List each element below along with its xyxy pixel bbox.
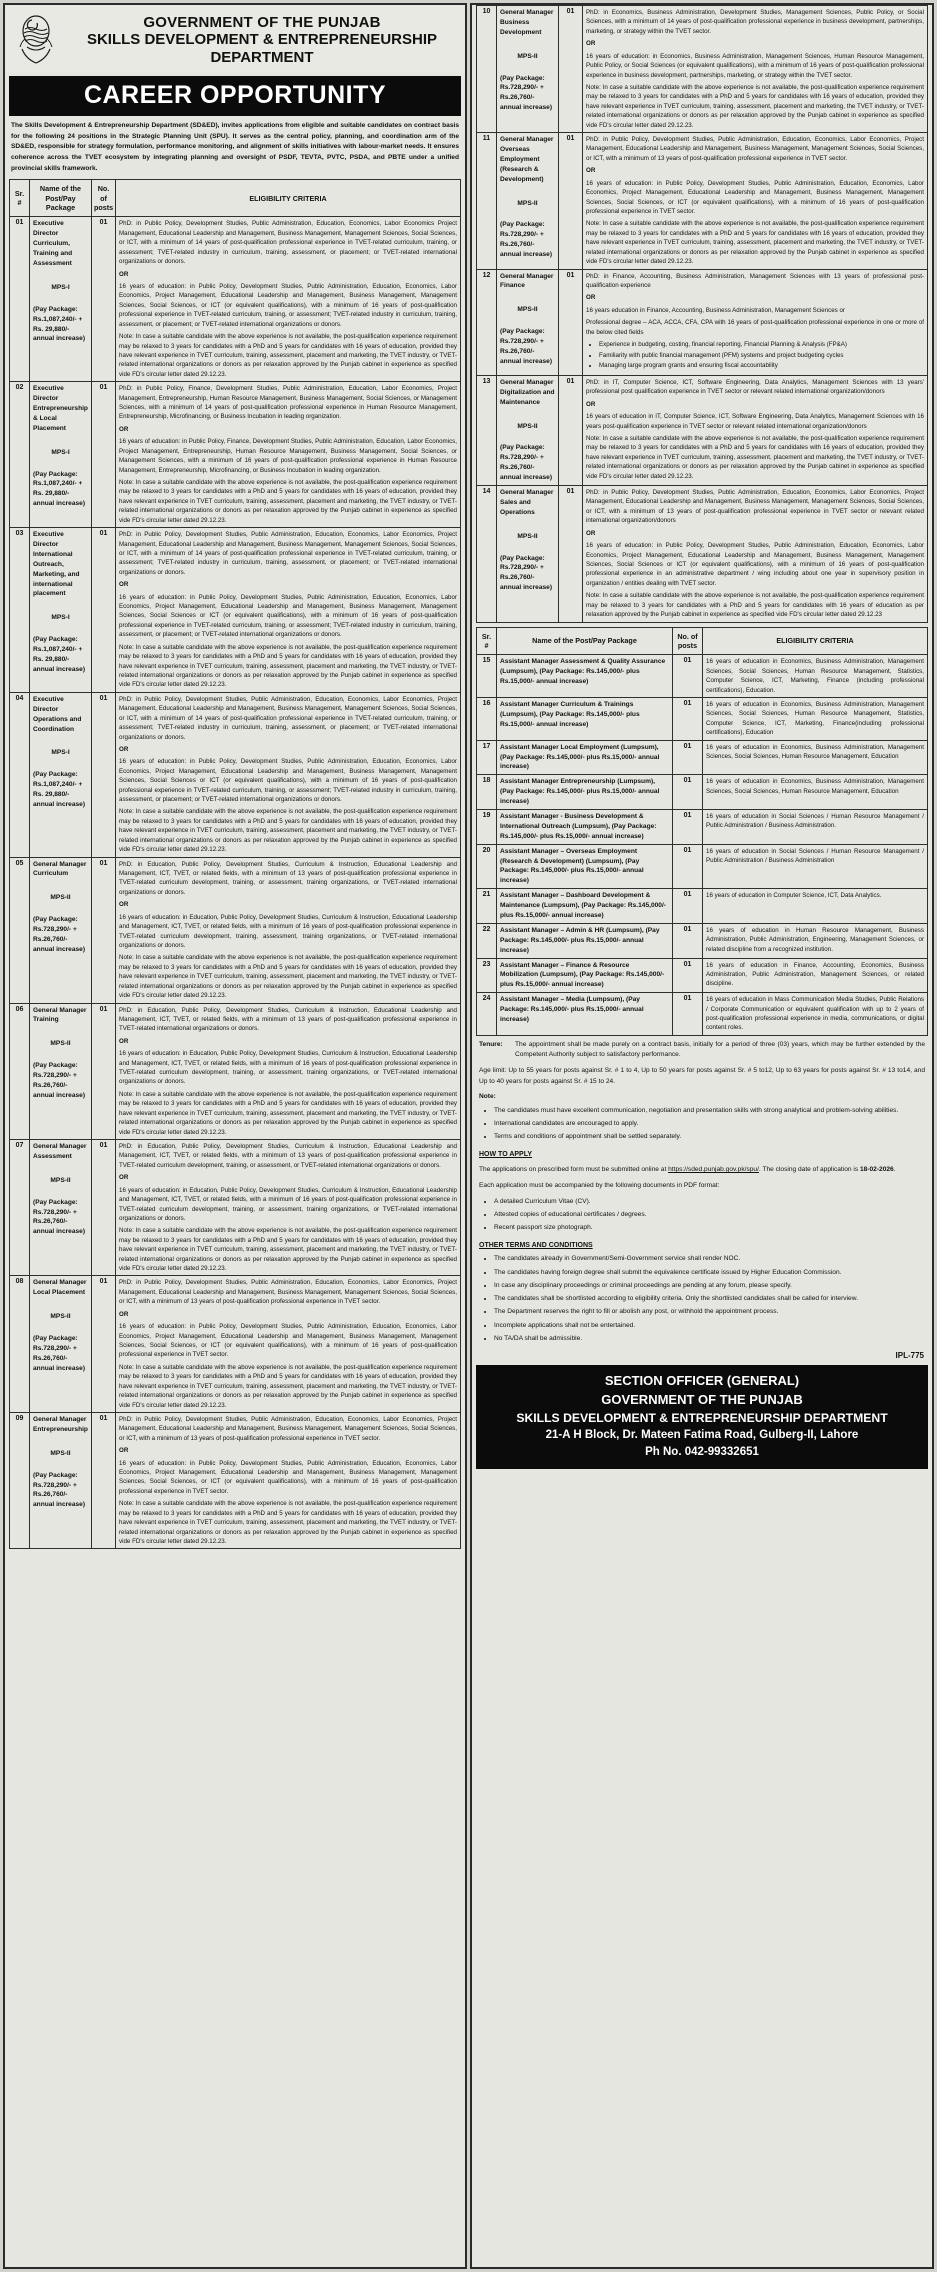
- pay-package: (Pay Package: Rs.1,087,240/- + Rs. 29,880/- annual increase): [33, 636, 86, 673]
- row-posts: 01: [92, 1003, 116, 1139]
- pay-scale: MPS-I: [51, 749, 70, 757]
- criteria-or: OR: [119, 581, 129, 589]
- post-name: General Manager Local Placement: [33, 1279, 87, 1297]
- row-criteria: 16 years of education in Economics, Business Administration, Management Sciences, Social Sciences, Human Resource Management, Statistics, Computer Science, ICT, Marketing, Finance(including professional certifications), Education: [703, 697, 928, 740]
- other-terms-list: [479, 1254, 925, 1344]
- row-posts: 01: [92, 217, 116, 382]
- row-sr: 23: [477, 958, 497, 993]
- assistant-manager-table: [476, 627, 928, 1036]
- post-name: Executive Director Operations and Coordination: [33, 695, 82, 733]
- criteria-bullets: [586, 340, 924, 371]
- pay-package: (Pay Package: Rs.728,290/- + Rs.26,760/- annual increase): [33, 1062, 86, 1099]
- row-post: Assistant Manager Curriculum & Trainings (Lumpsum), (Pay Package: Rs.145,000/- plus Rs.15,000/- annual increase): [497, 697, 673, 740]
- row-post: Assistant Manager Local Employment (Lumpsum), (Pay Package: Rs.145,000/- plus Rs.15,000/- annual increase): [497, 740, 673, 775]
- post-name: General Manager Curriculum: [33, 860, 87, 878]
- row-criteria: 16 years of education in Economics, Business Administration, Management Sciences, Social Sciences, Human Resource Management, Education: [703, 775, 928, 810]
- document-item: • A detailed Curriculum Vitae (CV).: [494, 1197, 925, 1207]
- row-posts: 01: [92, 1412, 116, 1548]
- note-label: Note:: [479, 1093, 496, 1101]
- table-row: [10, 217, 461, 382]
- criteria-or: OR: [119, 1447, 129, 1455]
- table-row: [477, 844, 928, 889]
- pay-scale: MPS-II: [50, 1176, 71, 1184]
- post-name: General Manager Assessment: [33, 1142, 87, 1160]
- row-post: [30, 1003, 92, 1139]
- row-criteria: [116, 528, 461, 693]
- row-posts: 01: [92, 1139, 116, 1275]
- row-post: [497, 133, 559, 269]
- row-sr: 09: [10, 1412, 30, 1548]
- row-post: [30, 217, 92, 382]
- row-sr: 07: [10, 1139, 30, 1275]
- criteria-note: Note: In case a suitable candidate with the above experience is not available, the post-qualification experience requirement may be relaxed to 3 years for candidates with a PhD and 5 years for candidates with 16 years of education, provided they have relevant experience in TVET curriculum, training, assessment, placement and marketing, the TVET industry, or TVET-related international organizations or donors as per relaxation approved by the Punjab cabinet in experience as specified vide FD's circular letter dated 29.12.23.: [119, 1227, 457, 1273]
- pay-scale: MPS-II: [517, 532, 538, 540]
- row-sr: 08: [10, 1276, 30, 1412]
- col-post: Name of the Post/Pay Package: [30, 180, 92, 217]
- row-sr: 12: [477, 269, 497, 375]
- row-sr: 13: [477, 375, 497, 485]
- other-terms-heading: OTHER TERMS AND CONDITIONS: [479, 1242, 593, 1250]
- table-row: [477, 486, 928, 622]
- criteria-or: OR: [119, 1174, 129, 1182]
- criteria-edu: 16 years of education: in Public Policy, Development Studies, Public Administration, Education, Economics, Labor Economics, Project Management, Educational Leadership and Management, Business Management, Management Sciences, Social Sciences, or ICT (or equivalent qualifications), with a minimum of 16 years of post-qualification professional experience in TVET sector.: [119, 1323, 457, 1359]
- row-post: Assistant Manager – Dashboard Development & Maintenance (Lumpsum), (Pay Package: Rs.145,000/- plus Rs.15,000/- annual increase): [497, 889, 673, 924]
- term-item: • In case any disciplinary proceedings or criminal proceedings are pending at any forum, please specify.: [494, 1281, 925, 1291]
- criteria-or: OR: [119, 1037, 129, 1045]
- masthead-text: [63, 14, 461, 66]
- criteria-phd: PhD: in Finance, Accounting, Business Administration, Management Sciences with 13 years of professional post-qualification experience: [586, 272, 924, 289]
- row-sr: 06: [10, 1003, 30, 1139]
- row-post: Assistant Manager – Finance & Resource Mobilization (Lumpsum), (Pay Package: Rs.145,000/- plus Rs.15,000/- annual increase): [497, 958, 673, 993]
- pay-package: (Pay Package: Rs.1,087,240/- + Rs. 29,880/- annual increase): [33, 771, 86, 808]
- row-sr: 04: [10, 692, 30, 857]
- pay-package: (Pay Package: Rs.728,290/- + Rs.26,760/- annual increase): [33, 1198, 86, 1236]
- pay-package: (Pay Package: Rs.728,290/- + Rs.26,760/- annual increase): [500, 444, 553, 482]
- table-row: [477, 740, 928, 775]
- table-row: [477, 958, 928, 993]
- row-criteria: 16 years of education in Finance, Accounting, Economics, Business Administration, Public Administration, Management Sciences, or related discipline.: [703, 958, 928, 993]
- criteria-phd: PhD: in Public Policy, Finance, Development Studies, Public Administration, Education, Labor Economics, Project Management, Entrepreneurship, Human Resource Management, Business Management, Social Sciences, or Management Sciences, with a minimum of 14 years of post-qualification professional experience in Human Resource Management, Entrepreneurship, Microfinancing, or Business Incubation in leading organization.: [119, 385, 457, 421]
- criteria-edu-alt: Professional degree – ACA, ACCA, CFA, CPA with 16 years of post-qualification professional experience in one or more of the below cited fields: [586, 319, 924, 336]
- table-row: [477, 809, 928, 844]
- criteria-or: OR: [586, 529, 596, 537]
- criteria-edu: 16 years of education in IT, Computer Science, ICT, Software Engineering, Data Analytics, Management Sciences with 16 years post-qualification experience in TVET sector or relevant related international organization/donors: [586, 413, 924, 430]
- criteria-or: OR: [586, 294, 596, 302]
- row-posts: 01: [92, 692, 116, 857]
- table-header-row: [10, 180, 461, 217]
- tenure-text: The appointment shall be made purely on a contract basis, initially for a period of three (03) years, which may be further extended by the Competent Authority subject to satisfactory performance.: [515, 1040, 925, 1059]
- criteria-or: OR: [119, 745, 129, 753]
- row-post: [497, 269, 559, 375]
- post-name: General Manager Finance: [500, 272, 554, 290]
- criteria-edu: 16 years education in Finance, Accounting, Business Administration, Management Sciences or: [586, 306, 845, 314]
- table-row: [10, 1003, 461, 1139]
- note-item: • Terms and conditions of appointment shall be settled separately.: [494, 1132, 925, 1142]
- post-name: General Manager Sales and Operations: [500, 489, 554, 516]
- row-criteria: 16 years of education in Mass Communication Media Studies, Public Relations / Corporate Communication or equivalent qualification with up to 2 years of post-qualification professional experience in media, communications, or digital content roles.: [703, 993, 928, 1036]
- col-sr: Sr. #: [10, 180, 30, 217]
- table-row: [477, 697, 928, 740]
- term-item: • The candidates already in Government/Semi-Government service shall render NOC.: [494, 1254, 925, 1264]
- terms-section: [472, 1040, 932, 1344]
- row-criteria: [116, 857, 461, 1003]
- row-posts: 01: [673, 923, 703, 958]
- footer-line-2: GOVERNMENT OF THE PUNJAB: [601, 1391, 803, 1407]
- criteria-phd: PhD: in Public Policy, Development Studies, Public Administration, Education, Economics, Labor Economics, Project Management, Educational Leadership and Management, Business Management, Management Sciences, Social Sciences, or ICT, with a minimum of 13 years of post-qualification professional experience in TVET sector.: [586, 136, 924, 162]
- criteria-note: Note: In case a suitable candidate with the above experience is not available, the post-qualification experience requirement may be relaxed to 3 years for candidates with a PhD and 5 years for candidates with 16 years of education, provided they have relevant experience in TVET curriculum, training, assessment, placement and marketing, the TVET industry, or TVET-related international organizations or donors as per relaxation approved by the Punjab cabinet in experience as specified vide FD's circular letter dated 29.12.23.: [119, 333, 457, 378]
- pay-package: (Pay Package: Rs.728,290/- + Rs.26,760/- annual increase): [33, 916, 86, 953]
- row-posts: 01: [673, 993, 703, 1036]
- criteria-phd: PhD: in Education, Public Policy, Development Studies, Curriculum & Instruction, Educational Leadership and Management, ICT, TVET, or related fields, with a minimum of 13 years of post-qualification professional experience in TVET-related international organizations or donors.: [119, 1006, 457, 1033]
- pay-scale: MPS-II: [517, 199, 538, 207]
- left-column: [3, 3, 467, 2269]
- age-limit-text: Age limit: Up to 55 years for posts against Sr. # 1 to 4, Up to 50 years for posts against Sr. # 5 to12, Up to 63 years for posts against Sr. # 13 to14, and Up to 40 years for posts against Sr. # 15 to 24.: [479, 1066, 925, 1085]
- row-posts: 01: [673, 958, 703, 993]
- row-post: [30, 857, 92, 1003]
- row-post: [497, 375, 559, 485]
- table-row: [477, 655, 928, 698]
- org-line-3: DEPARTMENT: [210, 48, 314, 66]
- row-posts: 01: [673, 775, 703, 810]
- senior-positions-table-left: [9, 179, 461, 1549]
- row-post: Assistant Manager - Business Development & International Outreach (Lumpsum), (Pay Package: Rs.145,000/- plus Rs.15,000/- annual increase): [497, 809, 673, 844]
- pay-package: (Pay Package: Rs.1,087,240/- + Rs. 29,880/- annual increase): [33, 470, 86, 508]
- criteria-phd: PhD: in Public Policy, Development Studies, Public Administration, Education, Economics, Labor Economics, Project Management, Educational Leadership and Management, Business Management, Management Sciences, Social Sciences, or ICT, with a minimum of 14 years of post-qualification professional experience in TVET-related curriculum, training, or assessment; TVET-related industry in curriculum, training, assessment, or placement; or TVET-related international organizations or donors.: [119, 531, 457, 576]
- row-criteria: [116, 1412, 461, 1548]
- criteria-phd: PhD: in IT, Computer Science, ICT, Software Engineering, Data Analytics, Management Sciences with 13 years' professional post qualification experience in TVET sector or relevant related international organization/donors: [586, 378, 924, 396]
- row-posts: 01: [559, 6, 583, 133]
- criteria-note: Note: In case a suitable candidate with the above experience is not available, the post-qualification experience requirement may be relaxed to 3 years for candidates with a PhD and 5 years for candidates with 16 years of education, provided they have relevant experience in TVET curriculum, training, assessment, placement and marketing, the TVET industry, or TVET-related international organizations or donors as per relaxation approved by the Punjab cabinet in experience as specified vide FD's circular letter dated 29.12.23.: [119, 1500, 457, 1546]
- row-post: Assistant Manager – Overseas Employment (Research & Development) (Lumpsum), (Pay Package: Rs.145,000/- plus Rs.15,000/- annual increase): [497, 844, 673, 889]
- col-posts: No. of posts: [92, 180, 116, 217]
- career-opportunity-banner: CAREER OPPORTUNITY: [9, 76, 461, 116]
- post-name: General Manager Digitalization and Maintenance: [500, 378, 555, 406]
- pay-scale: MPS-II: [50, 894, 71, 902]
- row-criteria: 16 years of education in Economics, Business Administration, Management Sciences, Social Sciences, Human Resource Management, Statistics, Computer Science, ICT, Marketing, Finance (including professional certifications), Education.: [703, 655, 928, 698]
- footer-line-1: SECTION OFFICER (GENERAL): [604, 1372, 800, 1388]
- table-row: [477, 269, 928, 375]
- table-row: [10, 692, 461, 857]
- row-criteria: [583, 486, 928, 622]
- row-criteria: [116, 382, 461, 528]
- post-name: General Manager Entrepreneurship: [33, 1415, 88, 1433]
- criteria-edu: 16 years of education: in Public Policy, Development Studies, Public Administration, Education, Economics, Labor Economics, Project Management, Educational Leadership and Management, Business Management, Management Sciences, Social Sciences or ICT (or equivalent qualifications), with a minimum of 16 years of post-qualification professional experience in TVET-related curriculum, training, or assessment; TVET-related industry in curriculum, training, assessment, or placement; or TVET-related international organizations or donors.: [119, 593, 457, 639]
- table-row: [477, 923, 928, 958]
- table1-left-body: [10, 217, 461, 1549]
- right-column: [470, 3, 934, 2269]
- col-posts: No. of posts: [673, 627, 703, 655]
- row-criteria: [583, 269, 928, 375]
- post-name: General Manager Business Development: [500, 9, 554, 36]
- criteria-note: Note: In case a suitable candidate with the above experience is not available, the post-qualification experience requirement may be relaxed to 3 years for candidates with a PhD and 5 years for candidates with 16 years of education, provided they have relevant experience in TVET curriculum, training, assessment, placement and marketing, the TVET industry, or TVET-related international organizations or donors as per relaxation approved by the Punjab cabinet in experience as specified vide FD's circular letter dated 29.12.23.: [586, 220, 924, 266]
- post-name: Executive Director Entrepreneurship & Local Placement: [33, 385, 88, 432]
- pay-package: (Pay Package: Rs.728,290/- + Rs.26,760/- annual increase): [500, 221, 553, 259]
- criteria-edu: 16 years of education: in Economics, Business Administration, Management Sciences, Human Resource Management, Public Policy, or Social Sciences (or equivalent qualifications), with a minimum of 16 years of post-qualification professional experience in business development, partnerships, marketing, or strategy within the TVET sector.: [586, 52, 924, 79]
- pay-package: (Pay Package: Rs.728,290/- + Rs.26,760/- annual increase): [33, 1335, 86, 1372]
- table-row: [10, 857, 461, 1003]
- row-criteria: 16 years of education in Computer Science, ICT, Data Analytics.: [703, 889, 928, 924]
- document-item: • Recent passport size photograph.: [494, 1223, 925, 1233]
- row-criteria: 16 years of education in Social Sciences / Human Resource Management / Public Administration / Business Administration.: [703, 809, 928, 844]
- criteria-edu: 16 years of education: in Public Policy, Development Studies, Public Administration, Education, Economics, Labor Economics, Project Management, Educational Leadership and Management, Business Management, Management Sciences, Social Sciences or ICT (or equivalent qualifications), with a minimum of 16 years of post-qualification professional experience in an administrative department / wing including about one year in supervisory position in organization / entities dealing with TVET sector.: [586, 542, 924, 587]
- row-post: [30, 1412, 92, 1548]
- row-post: Assistant Manager Assessment & Quality Assurance (Lumpsum), (Pay Package: Rs.145,000/- plus Rs.15,000/- annual increase): [497, 655, 673, 698]
- row-sr: 02: [10, 382, 30, 528]
- criteria-phd: PhD: in Education, Public Policy, Development Studies, Curriculum & Instruction, Educational Leadership and Management, ICT, TVET, or related fields, with a minimum of 13 years of post-qualification professional experience in TVET-related curriculum development, training, or assessment, or TVET-related international organizations or donors.: [119, 1142, 457, 1169]
- row-posts: 01: [673, 740, 703, 775]
- row-criteria: [116, 1139, 461, 1275]
- table-row: [477, 993, 928, 1036]
- criteria-or: OR: [586, 167, 596, 175]
- note-item: • International candidates are encouraged to apply.: [494, 1119, 925, 1129]
- how-to-apply-heading: HOW TO APPLY: [479, 1151, 533, 1159]
- post-name: General Manager Training: [33, 1006, 87, 1024]
- notes-list: [479, 1106, 925, 1143]
- how-to-apply-text: [479, 1165, 925, 1176]
- org-line-2: SKILLS DEVELOPMENT & ENTREPRENEURSHIP: [86, 31, 438, 49]
- row-post: [497, 6, 559, 133]
- criteria-phd: PhD: in Public Policy, Development Studies, Public Administration, Education, Economics, Labor Economics, Project Management, Educational Leadership and Management, Business Management, Management Sciences, Social Sciences, or ICT, with a minimum of 14 years of post-qualification professional experience in TVET-related curriculum, training, or assessment; TVET-related industry in curriculum, training, assessment, or placement; or TVET-related international organizations or donors.: [119, 695, 457, 741]
- pay-scale: MPS-II: [50, 1040, 71, 1048]
- row-sr: 21: [477, 889, 497, 924]
- pay-scale: MPS-II: [50, 1313, 71, 1321]
- criteria-note: Note: In case a suitable candidate with the above experience is not available, the post-qualification experience requirement may be relaxed to 3 years for candidates with a PhD and 5 years for candidates with 16 years of education, provided they have relevant experience in TVET curriculum, training, assessment, placement and marketing, the TVET industry, or TVET-related international organizations or donors as per relaxation approved by the Punjab cabinet in experience as specified vide FD's circular letter dated 29.12.23.: [119, 1090, 457, 1136]
- table-row: [477, 775, 928, 810]
- criteria-note: Note: In case a suitable candidate with the above experience is not available, the post-qualification experience requirement may be relaxed to 3 years for candidates with a PhD and 5 years for candidates with 16 years of education, provided they have relevant experience in TVET curriculum, training, assessment, placement and marketing, the TVET industry, or TVET-related international organizations or donors as per relaxation approved by the Punjab cabinet in experience as specified vide FD's circular letter dated 29.12.23.: [119, 1363, 457, 1409]
- term-item: • The candidates having foreign degree shall submit the equivalence certificate issued by Higher Education Commission.: [494, 1268, 925, 1278]
- col-criteria: ELIGIBILITY CRITERIA: [116, 180, 461, 217]
- row-criteria: [583, 133, 928, 269]
- row-posts: 01: [559, 269, 583, 375]
- criteria-phd: PhD: in Public Policy, Development Studies, Public Administration, Education, Economics, Labor Economics, Project Management, Educational Leadership and Management, Business Management, Management Sciences, Social Sciences, or ICT, with a minimum of 13 years of post-qualification professional experience in TVET sector or relevant related international organization/donors: [586, 489, 924, 525]
- criteria-or: OR: [119, 270, 129, 278]
- footer-contact-block: [476, 1365, 928, 1469]
- criteria-phd: PhD: in Education, Public Policy, Development Studies, Curriculum & Instruction, Educational Leadership and Management, ICT, TVET, or related fields, with a minimum of 13 years of post-qualification professional experience in TVET-related curriculum development, training, or assessment, training organizations, or TVET-related international organizations or donors.: [119, 860, 457, 896]
- post-name: General Manager Overseas Employment (Research & Development): [500, 136, 554, 183]
- row-sr: 16: [477, 697, 497, 740]
- criteria-note: Note: In case a suitable candidate with the above experience is not available, the post-qualification experience requirement may be relaxed to 3 years for candidates with a PhD and 5 years for candidates with 16 years of education, provided they have relevant experience in TVET curriculum, training, assessment, placement and marketing, the TVET industry, or TVET-related international organizations or donors as per relaxation approved by the Punjab cabinet in experience as specified vide FD's circular letter dated 29.12.23.: [119, 478, 457, 524]
- row-post: [30, 382, 92, 528]
- pay-package: (Pay Package: Rs.728,290/- + Rs.26,760/- annual increase): [500, 328, 553, 365]
- row-sr: 01: [10, 217, 30, 382]
- criteria-edu: 16 years of education: in Public Policy, Development Studies, Public Administration, Education, Economics, Labor Economics, Project Management, Educational Leadership and Management, Business Management, Management Sciences, Social Sciences, or ICT (or equivalent qualifications), with a minimum of 16 years of post-qualification professional experience in TVET-related curriculum, training, or assessment; TVET-related industry in curriculum, training, assessment, or placement; or TVET-related international organizations or donors.: [119, 282, 457, 328]
- criteria-or: OR: [586, 40, 596, 48]
- table-row: [477, 6, 928, 133]
- row-sr: 20: [477, 844, 497, 889]
- criteria-note: Note: In case a suitable candidate with the above experience is not available, the post-qualification experience requirement may be relaxed to 3 years for candidates with a PhD and 5 years for candidates with 16 years of education as per relaxation approved by the Punjab cabinet in experience as specified vide FD's circular letter dated 29.12.23: [586, 592, 924, 619]
- criteria-or: OR: [119, 901, 129, 909]
- row-criteria: [116, 1003, 461, 1139]
- criteria-edu: 16 years of education: in Public Policy, Development Studies, Public Administration, Education, Economics, Labor Economics, Project Management, Educational Leadership and Management, Business Management, Management Sciences, Social Sciences, or ICT (or equivalent qualifications), with a minimum of 16 years of post-qualification professional experience in TVET sector.: [586, 179, 924, 216]
- row-posts: 01: [92, 382, 116, 528]
- table-row: [477, 133, 928, 269]
- row-criteria: [583, 375, 928, 485]
- row-criteria: 16 years of education in Social Sciences / Human Resource Management / Public Administration / Business Administration: [703, 844, 928, 889]
- row-post: Assistant Manager – Media (Lumpsum), (Pay Package: Rs.145,000/- plus Rs.15,000/- annual increase): [497, 993, 673, 1036]
- table-row: [10, 1412, 461, 1548]
- col-sr: Sr. #: [477, 627, 497, 655]
- criteria-bullet: • Familiarity with public financial management (PFM) systems and project budgeting cycles: [599, 351, 924, 361]
- pay-scale: MPS-I: [51, 614, 70, 622]
- criteria-phd: PhD: in Public Policy, Development Studies, Public Administration, Education, Economics, Labor Economics Project Management, Educational Leadership and Management, Business Management, Management Sciences, Social Sciences, or ICT, with a minimum of 14 years of post-qualification professional experience in TVET-related curriculum, training, or assessment; TVET-related industry in curriculum, training, assessment, or placement; or TVET-related international organizations or donors.: [119, 220, 457, 266]
- col-post: Name of the Post/Pay Package: [497, 627, 673, 655]
- row-posts: 01: [673, 655, 703, 698]
- row-post: Assistant Manager – Admin & HR (Lumpsum), (Pay Package: Rs.145,000/- plus Rs.15,000/- annual increase): [497, 923, 673, 958]
- pay-scale: MPS-I: [51, 283, 70, 291]
- row-posts: 01: [92, 857, 116, 1003]
- row-post: [30, 1276, 92, 1412]
- table-row: [477, 889, 928, 924]
- pay-package: (Pay Package: Rs.1,087,240/- + Rs. 29,880/- annual increase): [33, 305, 86, 343]
- term-item: • No TA/DA shall be admissible.: [494, 1334, 925, 1344]
- criteria-note: Note: In case a suitable candidate with the above experience is not available, the post-qualification experience requirement may be relaxed to 3 years for candidates with a PhD and 5 years for candidates with 16 years of education, provided they have relevant experience in TVET curriculum, training, assessment, placement and marketing, the TVET industry, or TVET-related international organizations or donors as per relaxation approved by the Punjab cabinet in experience as specified vide FD's circular letter dated 29.12.23.: [119, 808, 457, 854]
- pay-scale: MPS-II: [50, 1449, 71, 1457]
- criteria-note: Note: In case a suitable candidate with the above experience is not available, the post-qualification experience requirement may be relaxed to 3 years for candidates with a PhD and 5 years for candidates with 16 years of education, provided they have relevant experience in TVET curriculum, training, assessment, placement and marketing, the TVET industry, or TVET-related international organizations or donors as per relaxation approved by the Punjab cabinet in experience as specified vide FD's circular letter dated 29.12.23.: [586, 435, 924, 480]
- row-sr: 24: [477, 993, 497, 1036]
- pay-package: (Pay Package: Rs.728,290/- + Rs.26,760/- annual increase): [33, 1471, 86, 1509]
- row-criteria: 16 years of education in Human Resource Management, Business Administration, Public Administration, Engineering, Management Sciences, or related discipline from a recognized institution.: [703, 923, 928, 958]
- criteria-or: OR: [119, 1310, 129, 1318]
- row-posts: 01: [673, 697, 703, 740]
- row-sr: 11: [477, 133, 497, 269]
- apply-mid: . The closing date of application is: [758, 1166, 860, 1174]
- tenure-block: [479, 1040, 925, 1061]
- criteria-or: OR: [119, 425, 129, 433]
- row-sr: 10: [477, 6, 497, 133]
- term-item: • Incomplete applications shall not be entertained.: [494, 1321, 925, 1331]
- criteria-phd: PhD: in Economics, Business Administration, Development Studies, Management Sciences, Public Policy, or Social Sciences, with a minimum of 14 years of post-qualification professional experience in business development, partnerships, marketing, or strategy within the TVET sector.: [586, 9, 924, 35]
- table-row: [10, 1139, 461, 1275]
- apply-pre: The applications on prescribed form must be submitted online at: [479, 1166, 669, 1174]
- row-sr: 14: [477, 486, 497, 622]
- row-posts: 01: [673, 844, 703, 889]
- row-post: [497, 486, 559, 622]
- note-item: • The candidates must have excellent communication, negotiation and presentation skills with strong analytical and problem-solving abilities.: [494, 1106, 925, 1116]
- criteria-edu: 16 years of education: in Public Policy, Finance, Development Studies, Public Administration, Education, Labor Economics, Project Management, Entrepreneurship, Human Resource Management, Business Management, Social Sciences, or Management Sciences, with a minimum of 16 years of post-qualification professional experience in Human Resource Management, Entrepreneurship, Microfinancing, or Business Incubation in leading organization.: [119, 438, 457, 474]
- row-sr: 17: [477, 740, 497, 775]
- row-criteria: [116, 1276, 461, 1412]
- documents-list: [479, 1197, 925, 1234]
- row-posts: 01: [92, 1276, 116, 1412]
- criteria-edu: 16 years of education: in Public Policy, Development Studies, Public Administration, Education, Economics, Labor Economics, Project Management, Educational Leadership and Management, Business Management, Management Sciences, Social Sciences, or ICT (or equivalent qualifications), with a minimum of 16 years of post-qualification professional experience in TVET sector.: [119, 1459, 457, 1495]
- row-post: [30, 692, 92, 857]
- row-posts: 01: [559, 133, 583, 269]
- criteria-bullet: • Experience in budgeting, costing, financial reporting, Financial Planning & Analysis (FP&A): [599, 340, 924, 350]
- criteria-edu: 16 years of education: in Public Policy, Development Studies, Public Administration, Education, Economics, Labor Economics, Project Management, Educational Leadership and Management, Business Management, Management Sciences, Social Sciences or ICT (or equivalent qualifications), with a minimum of 16 years of post-qualification professional experience in TVET-related curriculum, training, or assessment; TVET-related industry in curriculum, training, assessment, or placement; or TVET-related international organizations or donors.: [119, 758, 457, 804]
- criteria-note: Note: In case a suitable candidate with the above experience is not available, the post-qualification experience requirement may be relaxed to 3 years for candidates with a PhD and 5 years for candidates with 16 years of education, provided they have relevant experience in TVET curriculum, training, assessment, placement and marketing, the TVET industry, or TVET-related international organizations or donors as per relaxation approved by the Punjab cabinet in experience as specified vide FD's circular letter dated 29.12.23.: [119, 954, 457, 1000]
- table-row: [10, 382, 461, 528]
- row-sr: 18: [477, 775, 497, 810]
- application-portal-link[interactable]: https://sded.punjab.gov.pk/spu/: [668, 1166, 759, 1174]
- footer-phone: Ph No. 042-99332651: [645, 1445, 759, 1458]
- row-posts: 01: [673, 809, 703, 844]
- masthead: [5, 5, 465, 73]
- pay-scale: MPS-II: [517, 306, 538, 314]
- table-row: [477, 375, 928, 485]
- criteria-phd: PhD: in Public Policy, Development Studies, Public Administration, Education, Economics, Labor Economics, Project Management, Educational Leadership and Management, Business Management, Management Sciences, Social Sciences, or ICT, with a minimum of 13 years of post-qualification professional experience in TVET sector.: [119, 1279, 457, 1306]
- row-criteria: 16 years of education in Economics, Business Administration, Management Sciences, Social Sciences, Human Resource Management, Education: [703, 740, 928, 775]
- footer-line-3: SKILLS DEVELOPMENT & ENTREPRENEURSHIP DEPARTMENT: [516, 1410, 888, 1425]
- row-sr: 05: [10, 857, 30, 1003]
- row-posts: 01: [92, 528, 116, 693]
- row-post: Assistant Manager Entrepreneurship (Lumpsum), (Pay Package: Rs.145,000/- plus Rs.15,000/- annual increase): [497, 775, 673, 810]
- criteria-phd: PhD: in Public Policy, Development Studies, Public Administration, Education, Economics, Labor Economics, Project Management, Educational Leadership and Management, Business Management, Management Sciences, Social Sciences, or ICT, with a minimum of 13 years of post-qualification professional experience in TVET sector.: [119, 1415, 457, 1442]
- introduction-paragraph: The Skills Development & Entrepreneurship Department (SD&ED), invites applications from eligible and suitable candidates on contract basis for the following 24 positions in the Strategic Planning Unit (SPU). It serves as the central policy, planning, and coordination arm of the SD&ED, responsible for strategy formulation, performance monitoring, and alignment of skills initiatives with labour-market needs. It ensures coherence across the TVET ecosystem by integrating planning and oversight of PSDF, TEVTA, PVTC, PSDA, and PBTE under a unified provincial skills framework.: [11, 122, 459, 172]
- term-item: • The Department reserves the right to fill or abolish any post, or withhold the appointment process.: [494, 1307, 925, 1317]
- row-post: [30, 528, 92, 693]
- row-criteria: [116, 217, 461, 382]
- documents-intro: Each application must be accompanied by the following documents in PDF format:: [479, 1182, 720, 1190]
- criteria-or: OR: [586, 400, 596, 408]
- col-criteria: ELIGIBILITY CRITERIA: [703, 627, 928, 655]
- table2-header-row: [477, 627, 928, 655]
- row-criteria: [583, 6, 928, 133]
- tenure-label: Tenure:: [479, 1040, 503, 1048]
- pay-scale: MPS-II: [517, 52, 538, 60]
- pay-package: (Pay Package: Rs.728,290/- + Rs.26,760/- annual increase): [500, 554, 553, 592]
- row-criteria: [116, 692, 461, 857]
- post-name: Executive Director International Outreach, Marketing, and international placement: [33, 531, 80, 598]
- row-sr: 03: [10, 528, 30, 693]
- table-row: [10, 528, 461, 693]
- ipl-reference-number: IPL-775: [895, 1350, 924, 1360]
- table2-body: [477, 655, 928, 1036]
- term-item: • The candidates shall be shortlisted according to eligibility criteria. Only the shortlisted candidates shall be called for interview.: [494, 1294, 925, 1304]
- criteria-note: Note: In case a suitable candidate with the above experience is not available, the post-qualification experience requirement may be relaxed to 3 years for candidates with a PhD and 5 years for candidates with 16 years of education, provided they have relevant experience in TVET curriculum, training, assessment, placement and marketing, the TVET industry, or TVET-related international organizations or donors as per relaxation approved by the Punjab cabinet in experience as specified vide FD's circular letter dated 29.12.23.: [119, 643, 457, 689]
- table1-right-body: [477, 6, 928, 623]
- pay-scale: MPS-I: [51, 448, 70, 456]
- row-sr: 19: [477, 809, 497, 844]
- org-line-1: GOVERNMENT OF THE PUNJAB: [143, 14, 381, 32]
- row-sr: 15: [477, 655, 497, 698]
- row-posts: 01: [559, 486, 583, 622]
- row-posts: 01: [673, 889, 703, 924]
- criteria-edu: 16 years of education: in Education, Public Policy, Development Studies, Curriculum & Instruction, Educational Leadership and Management, ICT, TVET, or related fields, with a minimum of 16 years of post-qualification professional experience in TVET-related curriculum development, training, or assessment, training organizations, or TVET-related international organizations or donors.: [119, 1186, 457, 1222]
- row-sr: 22: [477, 923, 497, 958]
- row-post: [30, 1139, 92, 1275]
- criteria-bullet: • Managing large program grants and ensuring fiscal accountability: [599, 361, 924, 371]
- table-row: [10, 1276, 461, 1412]
- closing-date: 18-02-2026: [859, 1166, 894, 1174]
- criteria-note: Note: In case a suitable candidate with the above experience is not available, the post-qualification experience requirement may be relaxed to 3 years for candidates with a PhD and 5 years for candidates with 16 years of education, provided they have relevant experience in TVET curriculum, training, assessment, placement and marketing, the TVET industry, or TVET-related international organizations or donors as per relaxation approved by the Punjab cabinet in experience as specified vide FD's circular letter dated 29.12.23.: [586, 83, 924, 129]
- punjab-government-emblem-icon: [9, 11, 63, 69]
- criteria-edu: 16 years of education: in Education, Public Policy, Development Studies, Curriculum & Instruction, Educational Leadership and Management, ICT, TVET, or related fields, with a minimum of 16 years of post-qualification professional experience in TVET-related curriculum development, training, assessment, training organizations, or TVET-related international organizations or donors.: [119, 913, 457, 949]
- document-item: • Attested copies of educational certificates / degrees.: [494, 1210, 925, 1220]
- pay-package: (Pay Package: Rs.728,290/- + Rs.26,760/- annual increase): [500, 74, 553, 112]
- senior-positions-table-right: [476, 5, 928, 623]
- post-name: Executive Director Curriculum, Training and Assessment: [33, 220, 73, 267]
- apply-end: .: [893, 1166, 896, 1174]
- row-posts: 01: [559, 375, 583, 485]
- criteria-edu: 16 years of education: in Education, Public Policy, Development Studies, Curriculum & Instruction, Educational Leadership and Management, ICT, TVET, or related fields, with a minimum of 16 years of post-qualification professional experience in TVET-related curriculum development, training, or assessment, training organizations, or TVET-related international organizations or donors.: [119, 1050, 457, 1086]
- footer-address: 21-A H Block, Dr. Mateen Fatima Road, Gulberg-II, Lahore: [545, 1429, 859, 1442]
- pay-scale: MPS-II: [517, 422, 538, 430]
